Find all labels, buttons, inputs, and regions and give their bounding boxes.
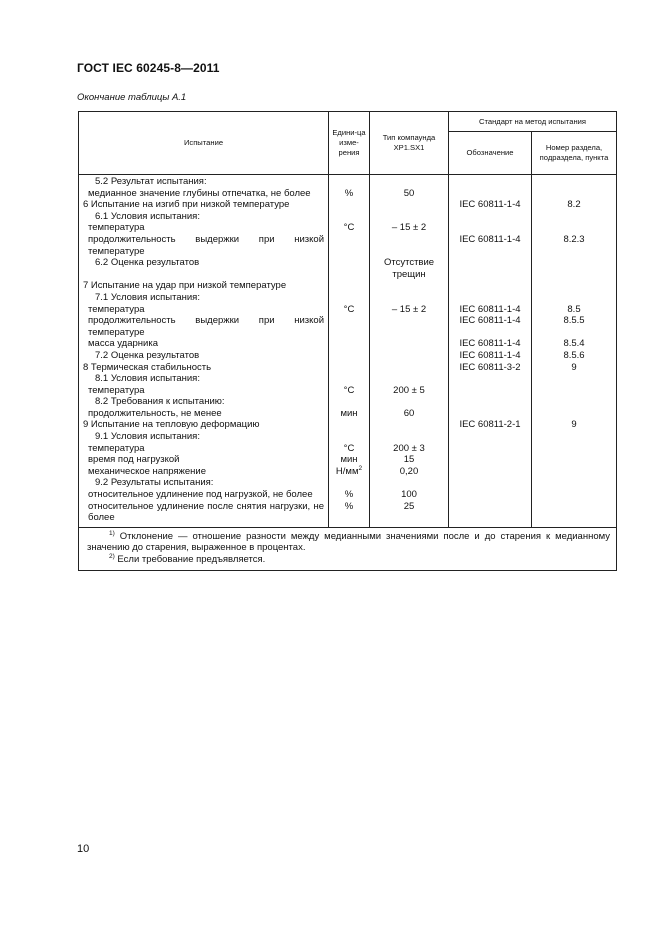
- cell-standard: [449, 443, 532, 455]
- cell-standard: IEC 60811-1-4: [449, 315, 532, 338]
- cell-section: 9: [532, 419, 617, 431]
- cell-test: температура: [79, 222, 329, 234]
- cell-compound: [370, 362, 449, 374]
- header-test: Испытание: [79, 112, 329, 175]
- table-row: [79, 234, 617, 257]
- header-section: Номер раздела, подраздела, пункта: [532, 132, 617, 175]
- cell-standard: [449, 257, 532, 280]
- cell-test: продолжительность выдержки при низкой температуре: [79, 234, 329, 257]
- cell-compound: – 15 ± 2: [370, 304, 449, 316]
- cell-unit: [329, 188, 370, 200]
- cell-test: механическое напряжение: [79, 466, 329, 478]
- header-standard-group: Стандарт на метод испытания: [449, 112, 617, 132]
- table-row: [79, 175, 617, 188]
- table-body: [79, 175, 617, 528]
- cell-section: 8.5: [532, 304, 617, 316]
- footnote-1-text: Отклонение — отношение разности между медианными значениями после и до старения к медианному значению до старения, выраженное в процентах.: [87, 530, 611, 554]
- cell-unit: [329, 222, 370, 234]
- cell-test: температура: [79, 443, 329, 455]
- cell-section: [532, 408, 617, 420]
- cell-test: 5.2 Результат испытания:: [79, 175, 329, 188]
- cell-compound: [370, 431, 449, 443]
- cell-standard: [449, 501, 532, 528]
- cell-test: 9 Испытание на тепловую деформацию: [79, 419, 329, 431]
- cell-section: [532, 188, 617, 200]
- footnote-1-mark: 1): [109, 529, 115, 537]
- cell-unit: [329, 489, 370, 501]
- cell-test: 8 Термическая стабильность: [79, 362, 329, 374]
- cell-standard: [449, 396, 532, 408]
- cell-standard: [449, 454, 532, 466]
- cell-test: продолжительность, не менее: [79, 408, 329, 420]
- cell-unit-text: %: [344, 489, 354, 501]
- cell-unit-text: мин: [340, 454, 358, 466]
- table-row: [79, 477, 617, 489]
- cell-compound: [370, 175, 449, 188]
- cell-unit: [329, 211, 370, 223]
- cell-test: 8.1 Условия испытания:: [79, 373, 329, 385]
- table-caption: Окончание таблицы А.1: [77, 92, 187, 103]
- results-table: [78, 111, 617, 571]
- cell-unit: [329, 362, 370, 374]
- cell-standard: IEC 60811-1-4: [449, 304, 532, 316]
- footnote-2-text: Если требование предъявляется.: [117, 554, 266, 565]
- table-row: [79, 408, 617, 420]
- cell-compound: 200 ± 5: [370, 385, 449, 397]
- cell-section: 8.5.4: [532, 338, 617, 350]
- cell-test: относительное удлинение под нагрузкой, не более: [79, 489, 329, 501]
- cell-compound: [370, 350, 449, 362]
- cell-section: [532, 292, 617, 304]
- cell-compound: [370, 211, 449, 223]
- table-row: [79, 454, 617, 466]
- cell-section: [532, 454, 617, 466]
- cell-test: 7.2 Оценка результатов: [79, 350, 329, 362]
- cell-standard: [449, 175, 532, 188]
- cell-unit: [329, 501, 370, 528]
- cell-unit: [329, 280, 370, 292]
- cell-compound: [370, 373, 449, 385]
- table-row: [79, 211, 617, 223]
- cell-compound: [370, 477, 449, 489]
- cell-compound: 25: [370, 501, 449, 528]
- table-row: [79, 292, 617, 304]
- cell-test: 8.2 Требования к испытанию:: [79, 396, 329, 408]
- cell-section: 8.2.3: [532, 234, 617, 257]
- cell-unit-text: Н/мм: [335, 465, 359, 477]
- cell-unit: [329, 454, 370, 466]
- cell-test: 6.2 Оценка результатов: [79, 257, 329, 280]
- cell-unit: [329, 396, 370, 408]
- cell-compound: [370, 419, 449, 431]
- header-compound: Тип компаунда XP1.SX1: [370, 112, 449, 175]
- cell-section: [532, 222, 617, 234]
- cell-section: [532, 443, 617, 455]
- cell-test: 9.2 Результаты испытания:: [79, 477, 329, 489]
- cell-standard: [449, 292, 532, 304]
- page-number: 10: [77, 843, 90, 855]
- table-row: [79, 385, 617, 397]
- cell-compound: [370, 234, 449, 257]
- cell-standard: [449, 466, 532, 478]
- cell-standard: [449, 477, 532, 489]
- document-header: ГОСТ IEC 60245-8—2011: [77, 61, 220, 75]
- cell-section: [532, 431, 617, 443]
- cell-standard: IEC 60811-3-2: [449, 362, 532, 374]
- cell-section: [532, 175, 617, 188]
- cell-test: 6.1 Условия испытания:: [79, 211, 329, 223]
- table-row: [79, 188, 617, 200]
- cell-standard: [449, 385, 532, 397]
- cell-unit-text: °C: [343, 222, 355, 234]
- cell-section: 8.2: [532, 199, 617, 211]
- cell-standard: [449, 431, 532, 443]
- table-row: [79, 443, 617, 455]
- cell-unit: [329, 443, 370, 455]
- cell-unit-text: °C: [343, 303, 355, 315]
- cell-test: 6 Испытание на изгиб при низкой температуре: [79, 199, 329, 211]
- cell-section: [532, 489, 617, 501]
- table-row: [79, 362, 617, 374]
- cell-section: [532, 257, 617, 280]
- table-row: [79, 419, 617, 431]
- table-row: [79, 350, 617, 362]
- cell-unit: [329, 304, 370, 316]
- cell-section: [532, 211, 617, 223]
- cell-section: [532, 385, 617, 397]
- cell-test: 9.1 Условия испытания:: [79, 431, 329, 443]
- cell-section: [532, 280, 617, 292]
- cell-unit: [329, 338, 370, 350]
- footnote-2-mark: 2): [109, 553, 115, 560]
- cell-test: температура: [79, 385, 329, 397]
- cell-unit: [329, 199, 370, 211]
- cell-compound: 100: [370, 489, 449, 501]
- table-row: [79, 257, 617, 280]
- cell-test: температура: [79, 304, 329, 316]
- cell-unit: [329, 175, 370, 188]
- cell-standard: [449, 373, 532, 385]
- cell-unit: [329, 292, 370, 304]
- cell-section: [532, 396, 617, 408]
- cell-unit-text: %: [344, 500, 354, 512]
- cell-standard: [449, 280, 532, 292]
- cell-standard: [449, 222, 532, 234]
- cell-unit: [329, 234, 370, 257]
- cell-compound: Отсутствие трещин: [370, 257, 449, 280]
- table-row: [79, 373, 617, 385]
- cell-test: время под нагрузкой: [79, 454, 329, 466]
- cell-test: масса ударника: [79, 338, 329, 350]
- cell-section: [532, 466, 617, 478]
- cell-unit: [329, 373, 370, 385]
- cell-compound: 0,20: [370, 466, 449, 478]
- cell-compound: 60: [370, 408, 449, 420]
- cell-unit: [329, 408, 370, 420]
- cell-unit: [329, 257, 370, 280]
- cell-compound: [370, 292, 449, 304]
- table-row: [79, 466, 617, 478]
- cell-standard: IEC 60811-1-4: [449, 234, 532, 257]
- cell-test: относительное удлинение после снятия нагрузки, не более: [79, 501, 329, 528]
- cell-section: 8.5.6: [532, 350, 617, 362]
- cell-compound: [370, 315, 449, 338]
- cell-compound: [370, 280, 449, 292]
- cell-unit-text: мин: [340, 407, 358, 419]
- cell-test: медианное значение глубины отпечатка, не более: [79, 188, 329, 200]
- cell-standard: IEC 60811-2-1: [449, 419, 532, 431]
- table-row: [79, 222, 617, 234]
- cell-standard: [449, 211, 532, 223]
- cell-compound: [370, 396, 449, 408]
- cell-standard: IEC 60811-1-4: [449, 338, 532, 350]
- cell-unit: [329, 350, 370, 362]
- cell-unit: [329, 419, 370, 431]
- cell-section: 9: [532, 362, 617, 374]
- table-row: [79, 501, 617, 528]
- table-row: [79, 338, 617, 350]
- results-table-container: [78, 111, 616, 571]
- cell-section: 8.5.5: [532, 315, 617, 338]
- cell-test: продолжительность выдержки при низкой температуре: [79, 315, 329, 338]
- footnote-2: [87, 554, 610, 566]
- cell-standard: [449, 489, 532, 501]
- header-designation: Обозначение: [449, 132, 532, 175]
- table-row: [79, 396, 617, 408]
- cell-unit-text: °C: [343, 384, 355, 396]
- cell-compound: 50: [370, 188, 449, 200]
- cell-compound: [370, 338, 449, 350]
- cell-section: [532, 501, 617, 528]
- cell-test: 7.1 Условия испытания:: [79, 292, 329, 304]
- cell-section: [532, 373, 617, 385]
- footnote-1: [87, 531, 610, 554]
- cell-standard: IEC 60811-1-4: [449, 350, 532, 362]
- table-row: [79, 304, 617, 316]
- cell-unit-text: °C: [343, 442, 355, 454]
- table-row: [79, 280, 617, 292]
- cell-unit-superscript: 2: [358, 464, 363, 472]
- table-row: [79, 489, 617, 501]
- table-row: [79, 431, 617, 443]
- cell-compound: – 15 ± 2: [370, 222, 449, 234]
- cell-compound: 15: [370, 454, 449, 466]
- cell-compound: 200 ± 3: [370, 443, 449, 455]
- cell-unit: [329, 477, 370, 489]
- cell-unit: [329, 315, 370, 338]
- cell-section: [532, 477, 617, 489]
- cell-standard: IEC 60811-1-4: [449, 199, 532, 211]
- cell-unit-text: %: [344, 187, 354, 199]
- cell-test: 7 Испытание на удар при низкой температуре: [79, 280, 329, 292]
- header-unit: Едини-ца изме-рения: [329, 112, 370, 175]
- cell-standard: [449, 188, 532, 200]
- cell-unit: [329, 466, 370, 478]
- cell-unit: [329, 431, 370, 443]
- cell-unit: [329, 385, 370, 397]
- cell-standard: [449, 408, 532, 420]
- table-row: [79, 315, 617, 338]
- table-row: [79, 199, 617, 211]
- cell-compound: [370, 199, 449, 211]
- table-footnotes: [79, 527, 617, 570]
